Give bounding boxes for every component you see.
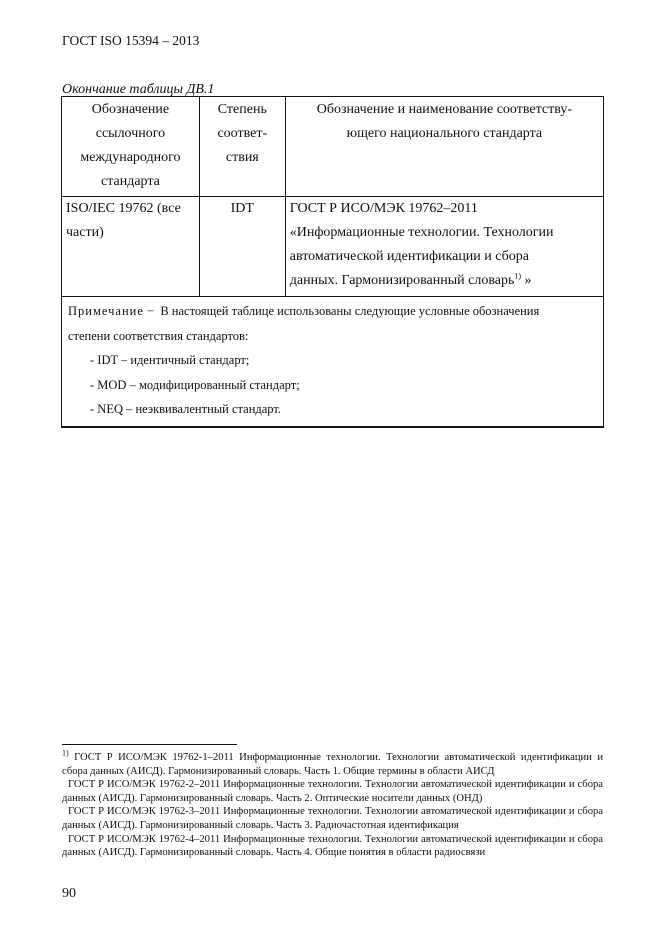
footnote-text: ГОСТ Р ИСО/МЭК 19762-1–2011 Информационные технологии. Технологии автоматической идентификации и сбора данных (АИСД). Гармонизированный словарь. Часть 1. Общие термины в области АИСД: [62, 752, 603, 777]
note-item: - MOD – модифицированный стандарт;: [90, 377, 300, 392]
footnote: ГОСТ Р ИСО/МЭК 19762-2–2011 Информационные технологии. Технологии автоматической идентификации и сбора данных (АИСД). Гармонизированный словарь. Часть 2. Оптические носители данных (ОНД): [62, 779, 603, 804]
table-row: [62, 197, 604, 297]
note-dash: −: [143, 304, 158, 318]
standards-correspondence-table: [61, 96, 604, 428]
cell-line: части): [66, 225, 104, 240]
header-line: Степень: [217, 102, 267, 117]
cell-line: автоматической идентификации и сбора: [289, 249, 530, 264]
header-line: ющего национального стандарта: [346, 126, 543, 141]
note-text: степени соответствия стандартов:: [68, 328, 249, 343]
header-line: Обозначение: [91, 102, 170, 117]
cell-line: «Информационные технологии. Технологии: [289, 225, 554, 240]
footnote-marker: 1): [62, 748, 69, 758]
note-item: - IDT – идентичный стандарт;: [90, 353, 250, 367]
footnote: ГОСТ Р ИСО/МЭК 19762-3–2011 Информационные технологии. Технологии автоматической идентификации и сбора данных (АИСД). Гармонизированный словарь. Часть 3. Радиочастотная идентификация: [62, 806, 603, 831]
table-header-row: [62, 97, 604, 197]
cell-line-end: »: [521, 273, 532, 288]
header-international-standard: [62, 97, 200, 197]
header-line: ссылочного: [95, 126, 166, 141]
page-number: 90: [62, 886, 76, 901]
header-line: ствия: [225, 150, 259, 165]
note-item: - NEQ – неэквивалентный стандарт.: [90, 402, 282, 416]
table-caption: Окончание таблицы ДВ.1: [62, 82, 215, 97]
footnote-ref[interactable]: 1): [514, 271, 522, 281]
note-text: В настоящей таблице использованы следующие условные обозначения: [160, 304, 540, 318]
cell-degree: IDT: [199, 197, 285, 297]
header-national-standard: [285, 97, 603, 197]
footnotes: [62, 748, 603, 860]
header-degree-of-correspondence: [199, 97, 285, 197]
cell-line: данных. Гармонизированный словарь: [289, 273, 515, 288]
footnote: [62, 748, 603, 778]
footnote-separator: [62, 744, 237, 745]
header-line: стандарта: [101, 174, 160, 189]
header-line: международного: [80, 150, 181, 165]
header-line: соответ-: [217, 126, 268, 141]
note-label: Примечание: [68, 304, 144, 318]
cell-line: ISO/IEC 19762 (все: [66, 201, 181, 216]
footnote: ГОСТ Р ИСО/МЭК 19762-4–2011 Информационные технологии. Технологии автоматической идентификации и сбора данных (АИСД). Гармонизированный словарь. Часть 4. Общие понятия в области радиосвязи: [62, 833, 603, 859]
cell-line: ГОСТ Р ИСО/МЭК 19762–2011: [289, 201, 478, 216]
table-note-row: [62, 297, 604, 427]
cell-national-standard: [285, 197, 603, 297]
cell-international-standard: [62, 197, 200, 297]
table-note: [62, 297, 604, 427]
document-code-header: ГОСТ ISO 15394 – 2013: [62, 33, 200, 48]
header-line: Обозначение и наименование соответству-: [316, 102, 572, 117]
